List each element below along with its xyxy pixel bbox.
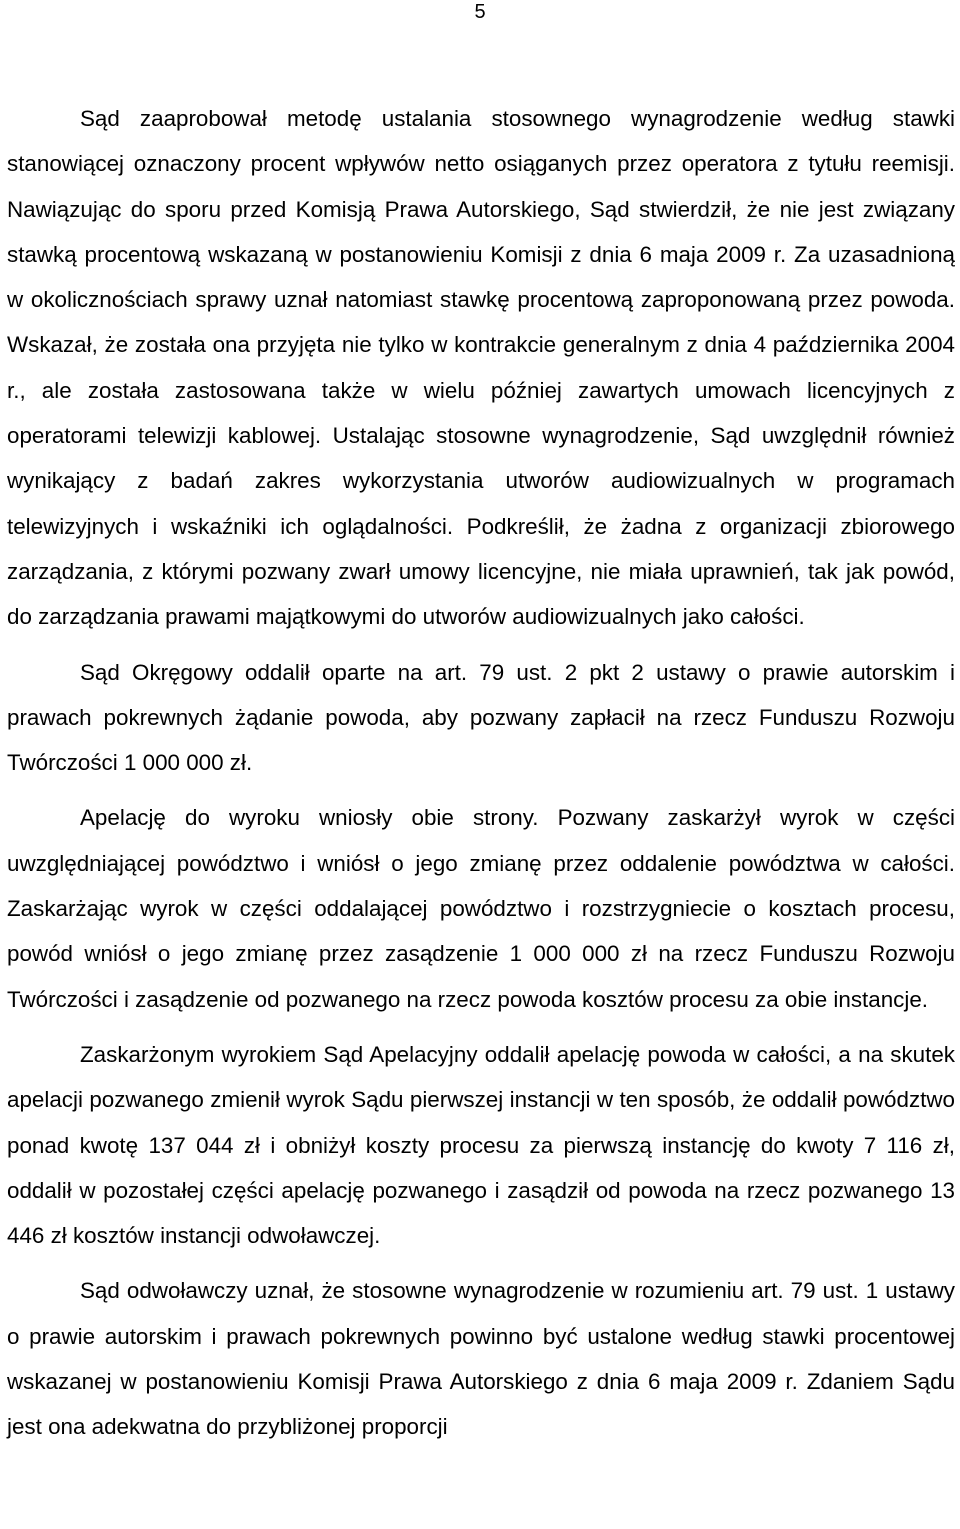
paragraph-1: Sąd zaaprobował metodę ustalania stosownego wynagrodzenie według stawki stanowiącej oznaczony procent wpływów netto osiąganych przez operatora z tytułu reemisji. Nawiązując do sporu przed Komisją Prawa Autorskiego, Sąd stwierdził, że nie jest związany stawką procentową wskazaną w postanowieniu Komisji z dnia 6 maja 2009 r. Za uzasadnioną w okolicznościach sprawy uznał natomiast stawkę procentową zaproponowaną przez powoda. Wskazał, że została ona przyjęta nie tylko w kontrakcie generalnym z dnia 4 października 2004 r., ale została zastosowana także w wielu później zawartych umowach licencyjnych z operatorami telewizji kablowej. Ustalając stosowne wynagrodzenie, Sąd uwzględnił również wynikający z badań zakres wykorzystania utworów audiowizualnych w programach telewizyjnych i wskaźniki ich oglądalności. Podkreślił, że żadna z organizacji zbiorowego zarządzania, z którymi pozwany zwarł umowy licencyjne, nie miała uprawnień, tak jak powód, do zarządzania prawami majątkowymi do utworów audiowizualnych jako całości. [7,106,955,630]
page-number: 5 [474,1,486,23]
paragraph-2: Sąd Okręgowy oddalił oparte na art. 79 ust. 2 pkt 2 ustawy o prawie autorskim i prawach pokrewnych żądanie powoda, aby pozwany zapłacił na rzecz Funduszu Rozwoju Twórczości 1 000 000 zł. [7,659,955,776]
paragraph-5: Sąd odwoławczy uznał, że stosowne wynagrodzenie w rozumieniu art. 79 ust. 1 ustawy o prawie autorskim i prawach pokrewnych powinno być ustalone według stawki procentowej wskazanej w postanowieniu Komisji Prawa Autorskiego z dnia 6 maja 2009 r. Zdaniem Sądu jest ona adekwatna do przybliżonej proporcji [7,1278,955,1440]
paragraph-4: Zaskarżonym wyrokiem Sąd Apelacyjny oddalił apelację powoda w całości, a na skutek apelacji pozwanego zmienił wyrok Sądu pierwszej instancji w ten sposób, że oddalił powództwo ponad kwotę 137 044 zł i obniżył koszty procesu za pierwszą instancję do kwoty 7 116 zł, oddalił w pozostałej części apelację pozwanego i zasądził od powoda na rzecz pozwanego 13 446 zł kosztów instancji odwoławczej. [7,1041,955,1249]
document-body [7,96,955,1450]
paragraph-3: Apelację do wyroku wniosły obie strony. Pozwany zaskarżył wyrok w części uwzględniającej powództwo i wniósł o jego zmianę przez oddalenie powództwa w całości. Zaskarżając wyrok w części oddalającej powództwo i rozstrzygniecie o kosztach procesu, powód wniósł o jego zmianę przez zasądzenie 1 000 000 zł na rzecz Funduszu Rozwoju Twórczości i zasądzenie od pozwanego na rzecz powoda kosztów procesu za obie instancje. [7,805,955,1012]
